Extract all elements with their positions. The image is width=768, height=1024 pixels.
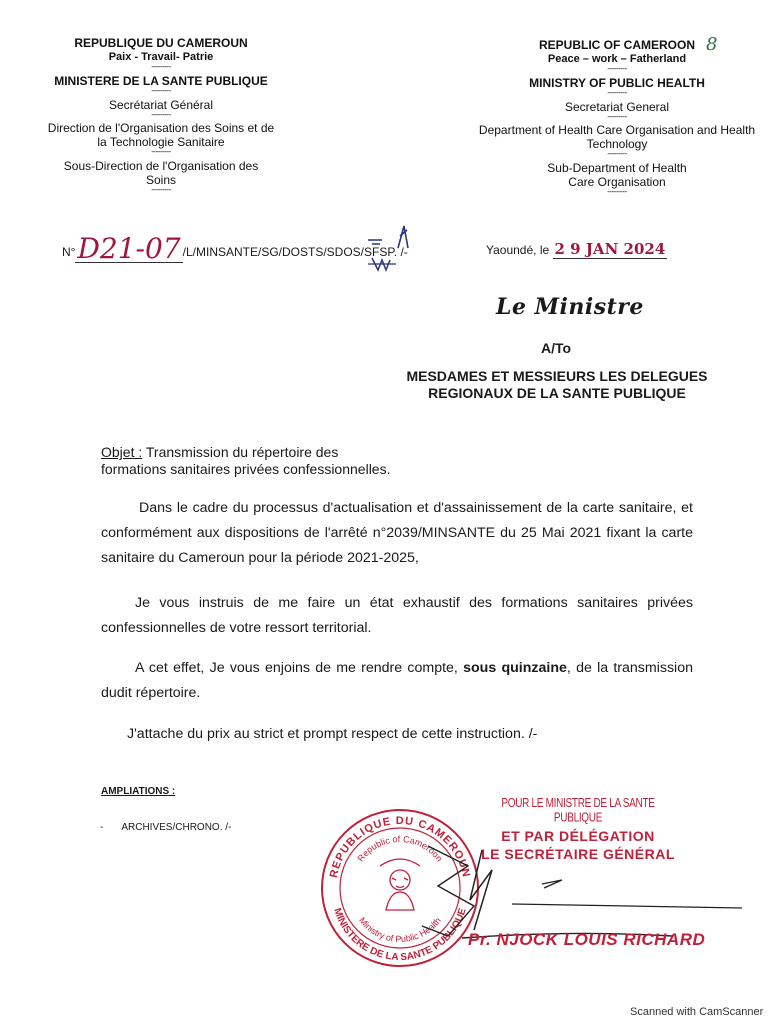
subject-label: Objet : bbox=[101, 444, 143, 460]
seal-outer-top: REPUBLIQUE DU CAMEROUN bbox=[327, 814, 473, 879]
divider: --------- bbox=[151, 147, 171, 156]
recipient-block bbox=[380, 368, 734, 402]
seal-outer-bottom: MINISTERE DE LA SANTE PUBLIQUE bbox=[331, 906, 469, 964]
body-paragraph-3 bbox=[101, 656, 693, 706]
body-paragraph-1: Dans le cadre du processus d'actualisation et d'assainissement de la carte sanitaire, et conformément aux dispositions de l'arrêté n°2039/MINSANTE du 25 Mai 2021 fixant la carte sanitaire du Cameroun pour la période 2021-2025, bbox=[101, 500, 693, 566]
divider: --------- bbox=[607, 88, 627, 97]
sender-title: Le Ministre bbox=[496, 294, 644, 320]
recipient-line-1: MESDAMES ET MESSIEURS LES DELEGUES bbox=[406, 368, 708, 384]
reference-line bbox=[62, 232, 408, 265]
divider: --------- bbox=[151, 86, 171, 95]
divider: --------- bbox=[607, 149, 627, 158]
svg-text:REPUBLIQUE DU CAMEROUN bbox=[328, 815, 472, 879]
delegation-line-2: ET PAR DÉLÉGATION bbox=[501, 828, 655, 844]
subject-line-1: Transmission du répertoire des bbox=[145, 444, 339, 460]
blue-handwriting-mark bbox=[360, 222, 424, 274]
delegation-line-3: LE SECRÉTAIRE GÉNÉRAL bbox=[481, 846, 675, 862]
direction-fr: Direction de l'Organisation des Soins et de la Technologie Sanitaire bbox=[47, 121, 275, 149]
subject-block bbox=[101, 444, 501, 478]
recipient-prefix: A/To bbox=[541, 340, 572, 356]
subdepartment-en: Sub-Department of Health Care Organisation bbox=[547, 161, 687, 189]
department-en: Department of Health Care Organisation and Health Technology bbox=[478, 123, 756, 151]
p3-after: , de la transmission dudit répertoire. bbox=[101, 660, 693, 701]
margin-mark: 8 bbox=[706, 34, 718, 55]
ampliations-item: - ARCHIVES/CHRONO. /- bbox=[100, 822, 232, 833]
subdirection-fr: Sous-Direction de l'Organisation des Soins bbox=[63, 159, 259, 187]
reference-prefix: N° bbox=[62, 245, 76, 259]
motto-en: Peace – work – Fatherland bbox=[547, 53, 687, 65]
p3-bold: sous quinzaine bbox=[463, 660, 567, 676]
body-paragraph-4: J'attache du prix au strict et prompt respect de cette instruction. /- bbox=[127, 726, 538, 742]
handwritten-reference-number: D21-07 bbox=[77, 232, 181, 265]
divider: --------- bbox=[151, 62, 171, 71]
country-fr: REPUBLIQUE DU CAMEROUN bbox=[74, 36, 248, 50]
recipient-line-2: REGIONAUX DE LA SANTE PUBLIQUE bbox=[428, 385, 686, 401]
date-place: Yaoundé, le bbox=[486, 243, 550, 257]
seal-emblem-icon bbox=[380, 859, 420, 910]
divider: --------- bbox=[607, 64, 627, 73]
seal-inner-bottom: Ministry of Public Health bbox=[357, 915, 443, 945]
date-line bbox=[486, 240, 667, 258]
divider: --------- bbox=[151, 110, 171, 119]
signatory-name: Pr. NJOCK LOUIS RICHARD bbox=[468, 930, 706, 949]
reference-code: /L/MINSANTE/SG/DOSTS/SDOS/SFSP. /- bbox=[182, 245, 408, 259]
date-stamp: 2 9 JAN 2024 bbox=[554, 240, 666, 258]
country-en: REPUBLIC OF CAMEROON bbox=[539, 38, 695, 52]
seal-inner-top: Republic of Cameroon bbox=[355, 833, 445, 864]
motto-fr: Paix - Travail- Patrie bbox=[108, 51, 214, 63]
secretariat-fr: Secrétariat Général bbox=[108, 98, 214, 112]
subject-line-2: formations sanitaires privées confessionnelles. bbox=[101, 461, 391, 477]
body-paragraph-2: Je vous instruis de me faire un état exhaustif des formations sanitaires privées confessionnelles de votre ressort territorial. bbox=[101, 595, 693, 636]
delegation-line-1: POUR LE MINISTRE DE LA SANTE PUBLIQUE bbox=[501, 796, 655, 826]
divider: --------- bbox=[607, 112, 627, 121]
ampliations-title: AMPLIATIONS : bbox=[101, 786, 176, 797]
header-fr bbox=[30, 36, 292, 193]
ampliations-item-text: ARCHIVES/CHRONO. /- bbox=[121, 822, 232, 833]
divider: --------- bbox=[151, 185, 171, 194]
ministry-en: MINISTRY OF PUBLIC HEALTH bbox=[529, 76, 705, 90]
divider: --------- bbox=[607, 187, 627, 196]
secretariat-en: Secretariat General bbox=[564, 100, 670, 114]
p3-before: A cet effet, Je vous enjoins de me rendre compte, bbox=[135, 660, 464, 676]
ministry-fr: MINISTERE DE LA SANTE PUBLIQUE bbox=[54, 74, 268, 88]
scanner-watermark: Scanned with CamScanner bbox=[630, 1006, 764, 1018]
header-en bbox=[478, 38, 756, 195]
